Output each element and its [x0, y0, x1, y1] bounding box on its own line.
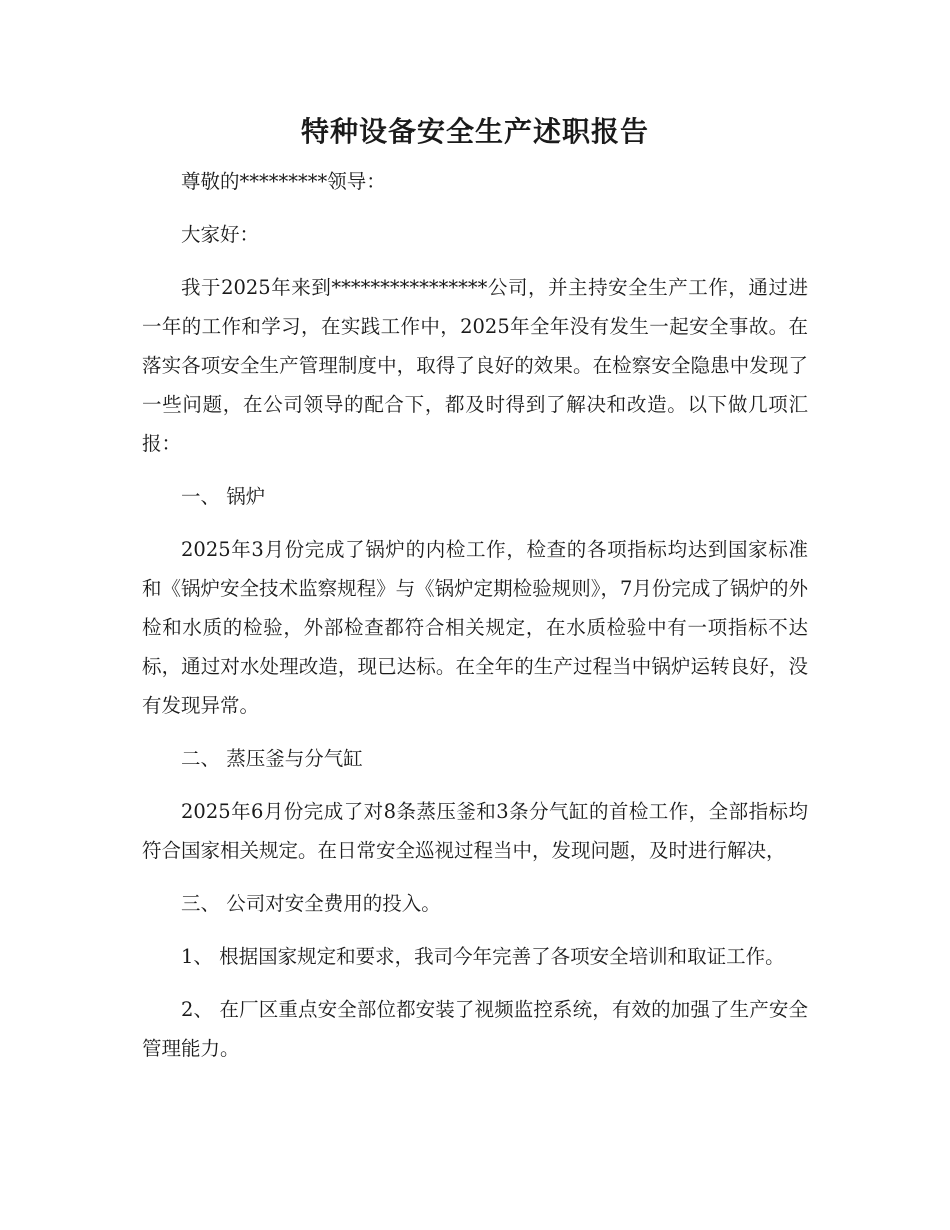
- autoclave-paragraph: 2025年6月份完成了对8条蒸压釜和3条分气缸的首检工作，全部指标均符合国家相关规定。在日常安全巡视过程当中，发现问题，及时进行解决，: [142, 800, 808, 862]
- document-title: 特种设备安全生产述职报告: [300, 115, 649, 148]
- intro-paragraph: 我于2025年来到****************公司，并主持安全生产工作，通过进一年的工作和学习，在实践工作中，2025年全年没有发生一起安全事故。在落实各项安全生产管理制度中，取得了良好的效果。在检察安全隐患中发现了一些问题，在公司领导的配合下，都及时得到了解决和改造。以下做几项汇报：: [142, 276, 808, 455]
- section-heading-safety-investment: 三、 公司对安全费用的投入。: [181, 892, 441, 915]
- list-item-video-monitoring: 2、 在厂区重点安全部位都安装了视频监控系统，有效的加强了生产安全管理能力。: [142, 998, 808, 1060]
- greeting: 大家好：: [181, 223, 260, 246]
- list-item-training: 1、 根据国家规定和要求，我司今年完善了各项安全培训和取证工作。: [181, 945, 785, 968]
- section-heading-boiler: 一、 锅炉: [181, 485, 266, 508]
- salutation: 尊敬的*********领导：: [181, 170, 386, 193]
- document-body: [142, 162, 808, 1082]
- section-heading-autoclave: 二、 蒸压釜与分气缸: [181, 747, 363, 770]
- boiler-paragraph: 2025年3月份完成了锅炉的内检工作，检查的各项指标均达到国家标准和《锅炉安全技术监察规程》与《锅炉定期检验规则》，7月份完成了锅炉的外检和水质的检验，外部检查都符合相关规定，在水质检验中有一项指标不达标，通过对水处理改造，现已达标。在全年的生产过程当中锅炉运转良好，没有发现异常。: [142, 538, 808, 717]
